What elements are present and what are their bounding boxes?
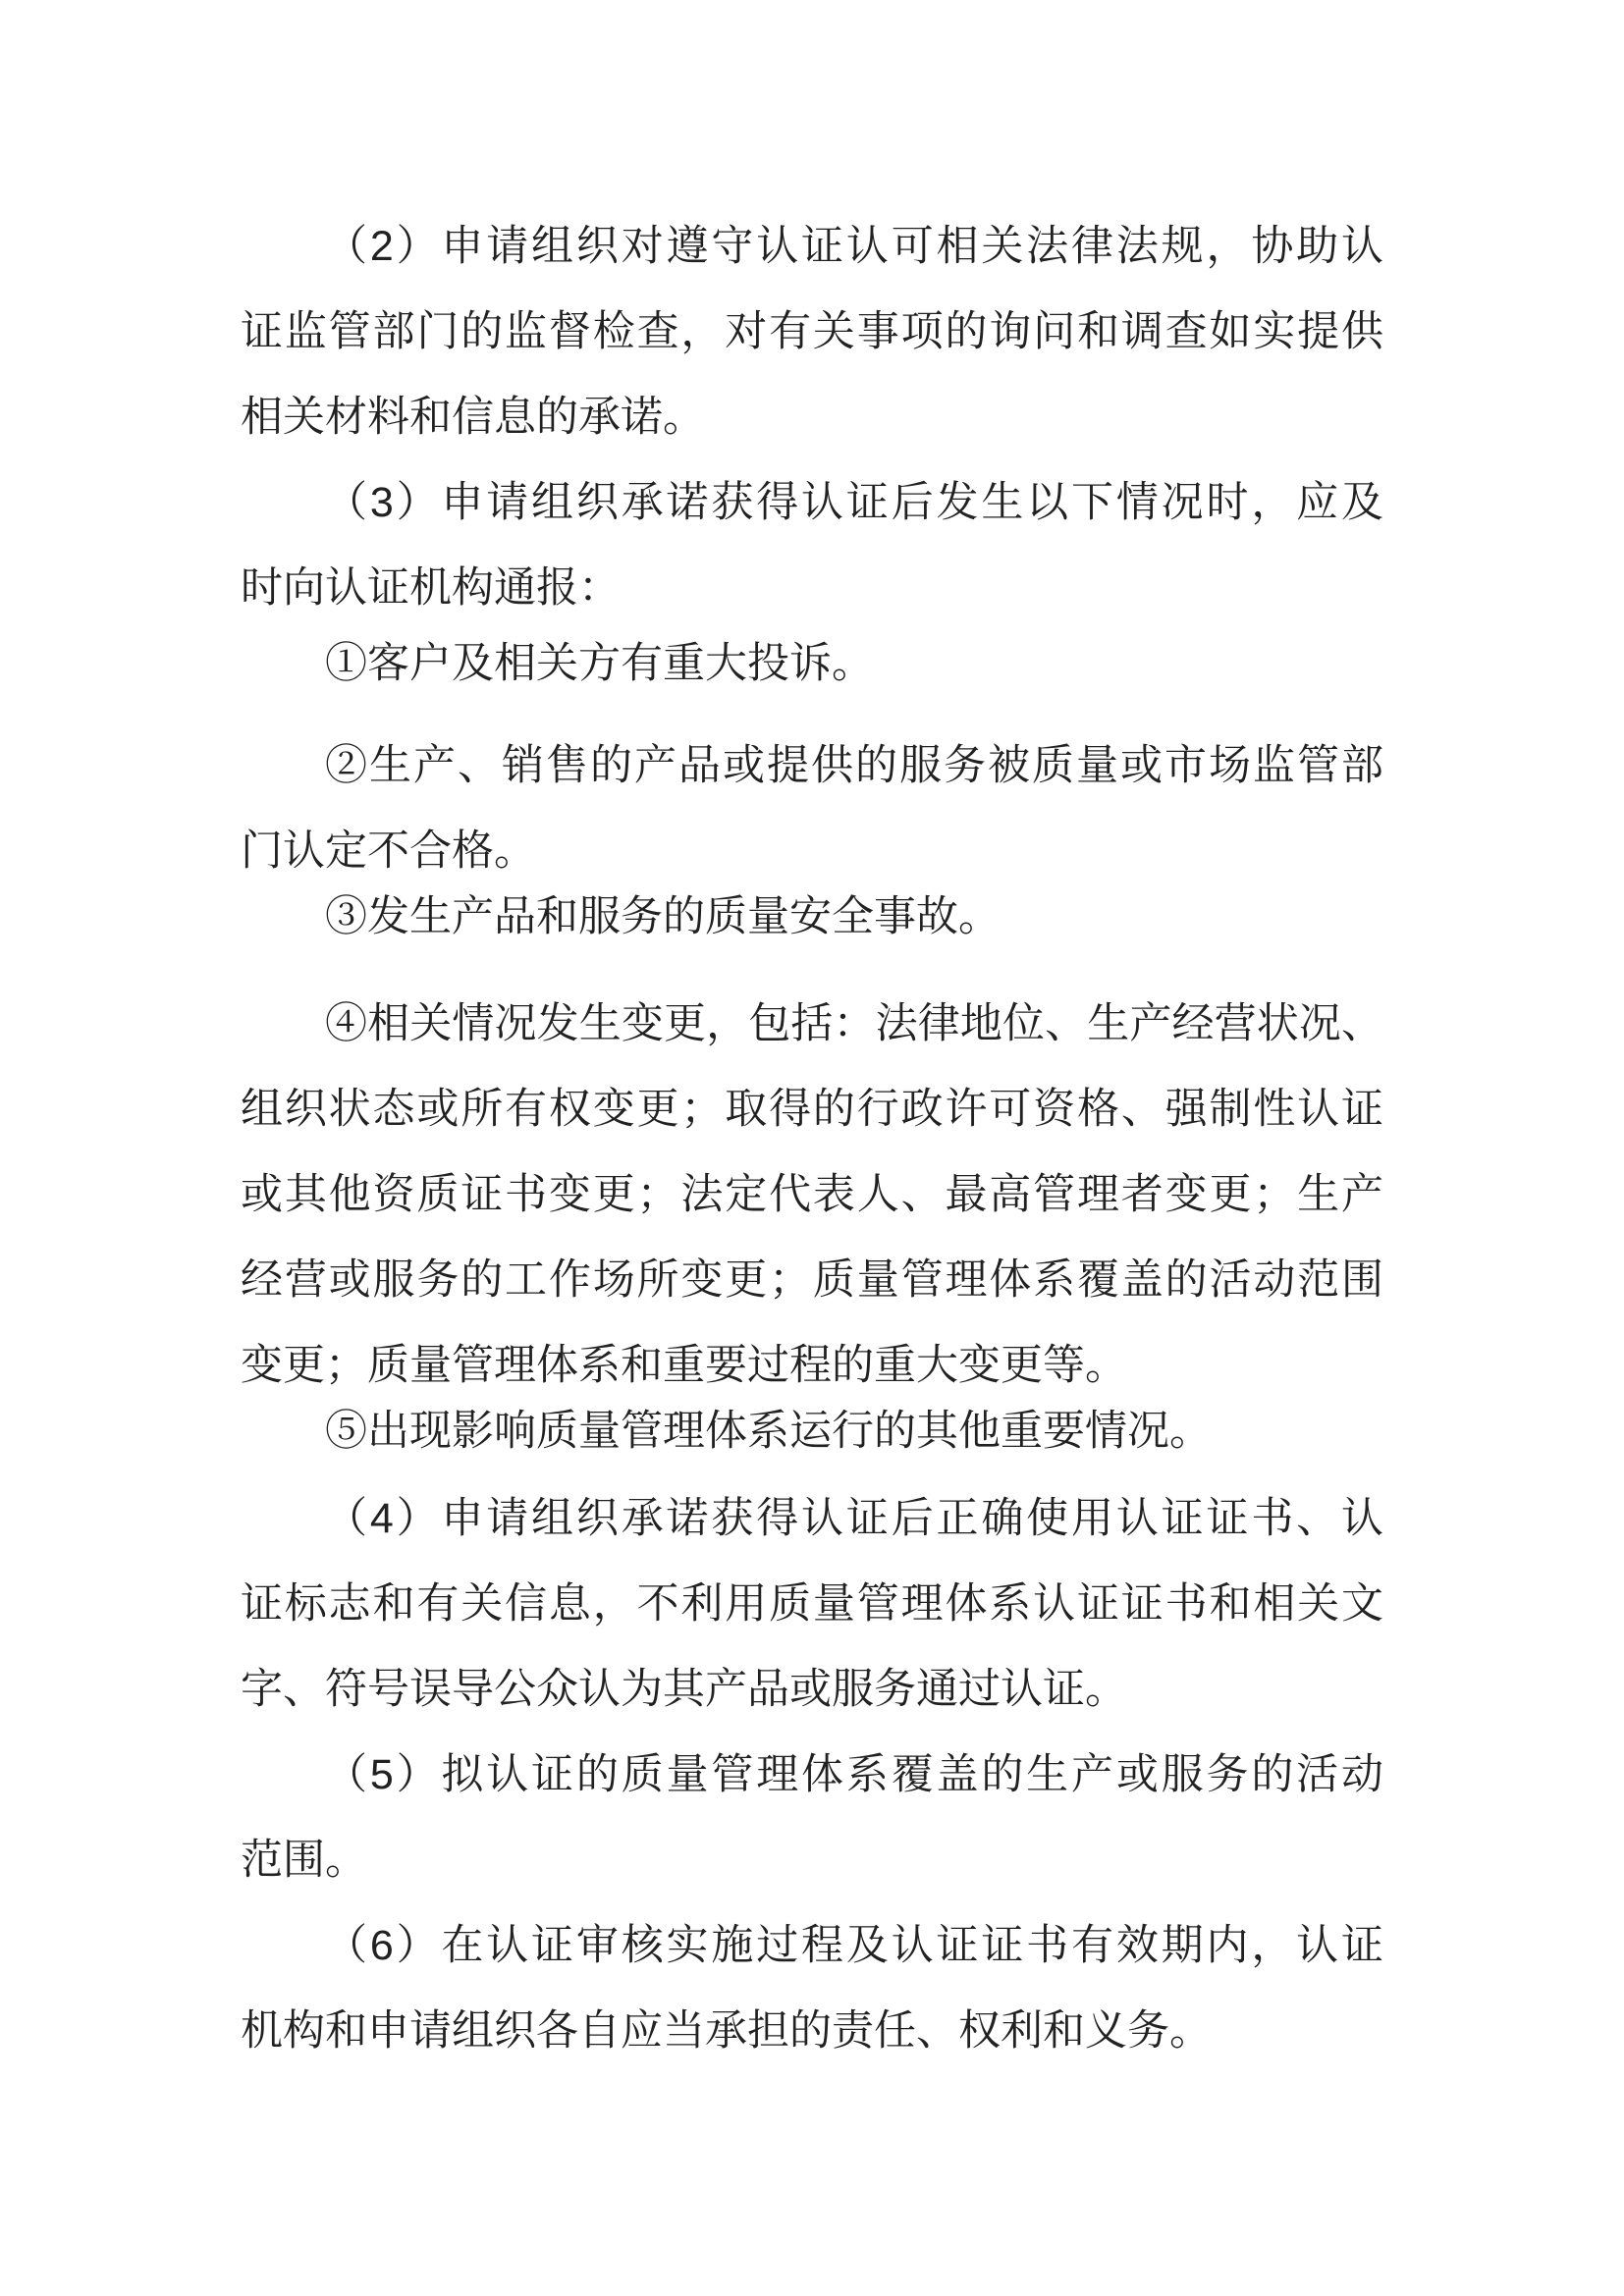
text-line: （4）申请组织承诺获得认证后正确使用认证证书、认 (325, 1495, 1383, 1542)
list-item-circled-4 (241, 982, 1383, 1409)
document-text-body (241, 204, 1383, 2074)
text-line: 时向认证机构通报： (241, 564, 621, 612)
paragraph-item-2 (241, 204, 1383, 460)
text-line: 范围。 (241, 1837, 367, 1884)
paragraph-item-4 (241, 1476, 1383, 1733)
text-line: （3）申请组织承诺获得认证后发生以下情况时，应及 (325, 479, 1383, 526)
text-line: ①客户及相关方有重大投诉。 (325, 640, 874, 687)
text-line: ④相关情况发生变更，包括：法律地位、生产经营状况、 (325, 1000, 1383, 1047)
text-line: 字、符号误导公众认为其产品或服务通过认证。 (241, 1666, 1127, 1713)
text-line: 相关材料和信息的承诺。 (241, 394, 705, 441)
text-line: ②生产、销售的产品或提供的服务被质量或市场监管部 (325, 742, 1383, 789)
text-line: 变更；质量管理体系和重要过程的重大变更等。 (241, 1342, 1127, 1389)
text-line: （6）在认证审核实施过程及认证证书有效期内，认证 (325, 1922, 1383, 1969)
text-line: （5）拟认证的质量管理体系覆盖的生产或服务的活动 (325, 1751, 1383, 1798)
list-item-circled-5 (241, 1397, 1383, 1466)
list-item-circled-1 (241, 629, 1383, 698)
text-line: ⑤出现影响质量管理体系运行的其他重要情况。 (325, 1408, 1212, 1455)
list-item-circled-3 (241, 882, 1383, 951)
paragraph-item-6 (241, 1903, 1383, 2074)
text-line: 或其他资质证书变更；法定代表人、最高管理者变更；生产 (241, 1171, 1383, 1218)
paragraph-item-5 (241, 1733, 1383, 1903)
text-line: 经营或服务的工作场所变更；质量管理体系覆盖的活动范围 (241, 1256, 1383, 1304)
text-line: （2）申请组织对遵守认证认可相关法律法规，协助认 (325, 223, 1383, 270)
text-line: 证标志和有关信息，不利用质量管理体系认证证书和相关文 (241, 1580, 1383, 1628)
paragraph-item-3 (241, 460, 1383, 631)
list-item-circled-2 (241, 723, 1383, 894)
text-line: ③发生产品和服务的质量安全事故。 (325, 893, 1001, 940)
text-line: 组织状态或所有权变更；取得的行政许可资格、强制性认证 (241, 1086, 1383, 1133)
text-line: 机构和申请组织各自应当承担的责任、权利和义务。 (241, 2007, 1212, 2055)
text-line: 证监管部门的监督检查，对有关事项的询问和调查如实提供 (241, 308, 1383, 355)
text-line: 门认定不合格。 (241, 828, 536, 875)
